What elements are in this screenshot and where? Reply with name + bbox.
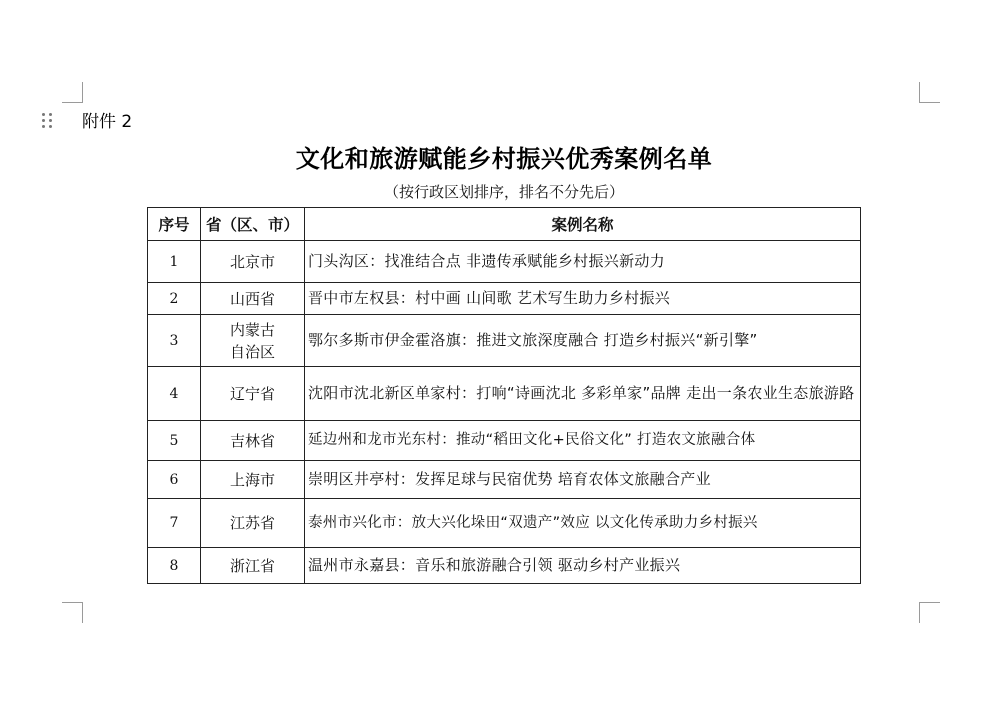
table-row <box>148 241 861 283</box>
row-number: 5 <box>148 421 201 461</box>
table-row <box>148 461 861 499</box>
row-province: 吉林省 <box>201 421 305 461</box>
drag-handle-icon[interactable] <box>42 113 54 129</box>
page-corner-mark-bottom-left <box>62 602 83 623</box>
row-province: 山西省 <box>201 283 305 315</box>
row-case-name: 门头沟区：找准结合点 非遗传承赋能乡村振兴新动力 <box>305 241 861 283</box>
row-province: 江苏省 <box>201 499 305 548</box>
page-corner-mark-top-left <box>62 82 83 103</box>
cases-table <box>147 207 861 584</box>
page-corner-mark-top-right <box>919 82 940 103</box>
row-number: 2 <box>148 283 201 315</box>
document-title: 文化和旅游赋能乡村振兴优秀案例名单 <box>295 144 713 173</box>
row-province: 辽宁省 <box>201 367 305 421</box>
row-case-name: 温州市永嘉县：音乐和旅游融合引领 驱动乡村产业振兴 <box>305 548 861 584</box>
row-province: 内蒙古自治区 <box>201 315 305 367</box>
document-subtitle: （按行政区划排序，排名不分先后） <box>383 183 624 201</box>
header-serial-number: 序号 <box>148 208 201 241</box>
row-province: 北京市 <box>201 241 305 283</box>
row-case-name: 鄂尔多斯市伊金霍洛旗：推进文旅深度融合 打造乡村振兴“新引擎” <box>305 315 861 367</box>
header-province: 省（区、市） <box>201 208 305 241</box>
page-corner-mark-bottom-right <box>919 602 940 623</box>
table-row <box>148 315 861 367</box>
row-number: 7 <box>148 499 201 548</box>
row-case-name: 泰州市兴化市：放大兴化垛田“双遗产”效应 以文化传承助力乡村振兴 <box>305 499 861 548</box>
table-row <box>148 283 861 315</box>
table-header-row <box>148 208 861 241</box>
row-number: 6 <box>148 461 201 499</box>
table-row <box>148 499 861 548</box>
row-province: 浙江省 <box>201 548 305 584</box>
header-case-name: 案例名称 <box>305 208 861 241</box>
row-case-name: 延边州和龙市光东村：推动“稻田文化+民俗文化” 打造农文旅融合体 <box>305 421 861 461</box>
row-case-name: 沈阳市沈北新区单家村：打响“诗画沈北 多彩单家”品牌 走出一条农业生态旅游路 <box>305 367 861 421</box>
row-number: 4 <box>148 367 201 421</box>
row-number: 8 <box>148 548 201 584</box>
row-province: 上海市 <box>201 461 305 499</box>
row-case-name: 晋中市左权县：村中画 山间歌 艺术写生助力乡村振兴 <box>305 283 861 315</box>
table-row <box>148 367 861 421</box>
row-number: 3 <box>148 315 201 367</box>
row-number: 1 <box>148 241 201 283</box>
attachment-label: 附件 2 <box>82 112 133 132</box>
table-row <box>148 421 861 461</box>
table-row <box>148 548 861 584</box>
row-case-name: 崇明区井亭村：发挥足球与民宿优势 培育农体文旅融合产业 <box>305 461 861 499</box>
